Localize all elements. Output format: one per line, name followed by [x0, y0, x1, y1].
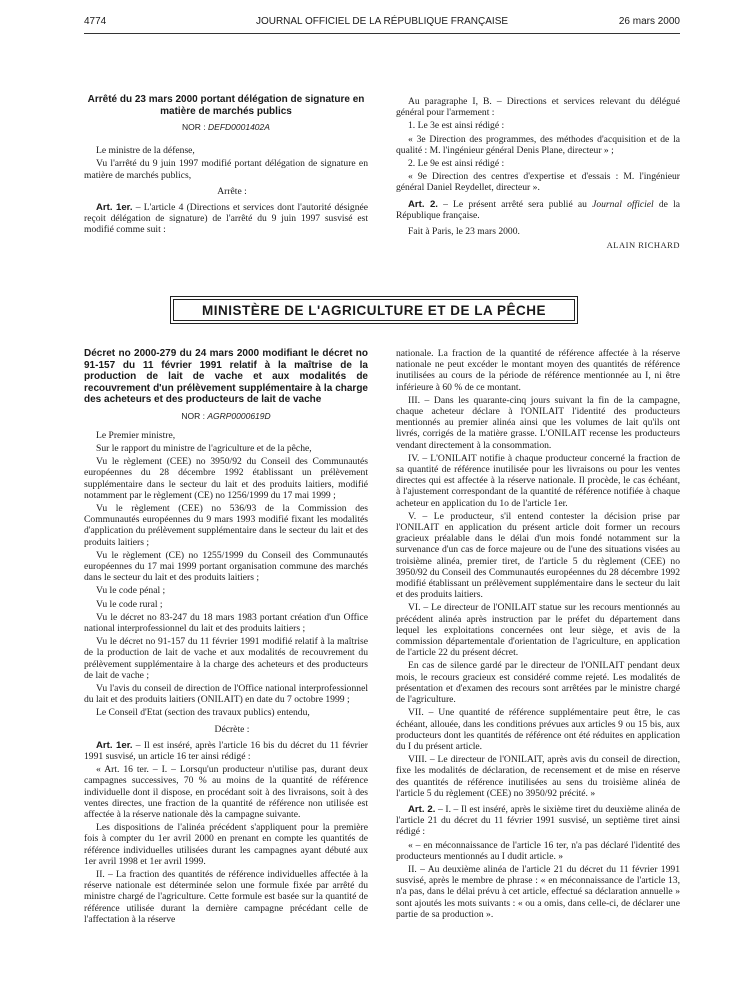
decret-right-paragraph: III. – Dans les quarante-cinq jours suivant la fin de la campagne, chaque acheteur déclare à l'ONILAIT l'identité des producteurs mentionnés au premier alinéa ainsi que les volumes de lait qu'ils ont livrés, corrigés de la matière grasse. L'ONILAIT recense les producteurs vendant directement à la consommation.: [396, 394, 680, 451]
arrete-nor-code: DEFD0001402A: [208, 122, 270, 132]
arrete-article-2: Art. 2. – Le présent arrêté sera publié au Journal officiel de la République française.: [396, 198, 680, 221]
arrete-fait: Fait à Paris, le 23 mars 2000.: [408, 226, 520, 238]
decret-right-column: [396, 348, 680, 922]
decret-nor: NOR : AGRP0000619D: [181, 410, 271, 421]
arrete-item-1: 1. Le 3e est ainsi rédigé :: [408, 120, 505, 132]
decret-left-paragraph: Vu le décret no 91-157 du 11 février 1991 modifié relatif à la maîtrise de la production de lait de vache et aux modalités de recouvrement du prélèvement supplémentaire à la charge des acheteurs et des producteurs de lait de vache ;: [84, 636, 368, 681]
ministry-banner: [170, 296, 578, 324]
decret-left-paragraph: Vu le décret no 83-247 du 18 mars 1983 portant création d'un Office national interprofessionnel du lait et des produits laitiers ;: [84, 611, 368, 634]
decret-decrete-label: Décrète :: [214, 723, 250, 735]
journal-title: JOURNAL OFFICIEL DE LA RÉPUBLIQUE FRANÇAISE: [255, 16, 509, 27]
issue-date: 26 mars 2000: [618, 16, 680, 27]
decret-left-paragraph: Vu le règlement (CEE) no 3950/92 du Conseil des Communautés européennes du 28 décembre 1992 établissant un prélèvement supplémentaire dans le secteur du lait et des produits laitiers, modifié notamment par le règlement (CE) no 1256/1999 du 17 mai 1999 ;: [84, 456, 368, 501]
arrete-item-2: 2. Le 9e est ainsi rédigé :: [408, 158, 505, 170]
decret-right-paragraph: VII. – Une quantité de référence supplémentaire peut être, le cas échéant, allouée, dans les conditions prévues aux articles 9 ou 15 bis, aux producteurs dont les quantités de référence ont été réduites en application du I du présent article.: [396, 707, 680, 752]
decret-left-paragraph: Le Conseil d'Etat (section des travaux publics) entendu,: [96, 707, 310, 719]
page-number: 4774: [84, 16, 107, 27]
decret-left-paragraph: « Art. 16 ter. – I. – Lorsqu'un producteur n'utilise pas, durant deux campagnes successives, 70 % au moins de la quantité de référence individuelle dont il dispose, en procédant soit à des livraisons, soit à des ventes directes, une fraction de la quantité de référence non utilisée est affectée à la réserve nationale dès la campagne suivante.: [84, 764, 368, 820]
decret-left-paragraph: Vu le code rural ;: [96, 598, 163, 610]
arrete-label: Arrête :: [217, 185, 247, 197]
decret-right-paragraph: « – en méconnaissance de l'article 16 ter, n'a pas déclaré l'identité des producteurs mentionnés au I dudit article. »: [396, 839, 680, 862]
decret-right-paragraph: IV. – L'ONILAIT notifie à chaque producteur concerné la fraction de sa quantité de référence inutilisée pour les livraisons ou pour les ventes directes qui est affectée à la réserve nationale. Il procède, le cas échéant, à l'ajustement correspondant de la quantité de référence notifiée à chaque acheteur en application du 1o de l'article 1er.: [396, 452, 680, 509]
arrete-item-2-quote: « 9e Direction des centres d'expertise et d'essais : M. l'ingénieur général Daniel Reydellet, directeur ».: [396, 171, 680, 194]
decret-left-column: [84, 348, 368, 927]
arrete-article-1: Art. 1er. – L'article 4 (Directions et services dont l'autorité désignée reçoit délégation de signature) de l'arrêté du 9 juin 1997 susvisé est modifié comme suit :: [84, 202, 369, 236]
arrete-vu: Vu l'arrêté du 9 juin 1997 modifié portant délégation de signature en matière de marchés publics,: [84, 158, 368, 181]
arrete-signature: ALAIN RICHARD: [606, 240, 680, 251]
arrete-item-1-quote: « 3e Direction des programmes, des méthodes d'acquisition et de la qualité : M. l'ingénieur général Denis Plane, directeur » ;: [396, 133, 680, 156]
decret-left-paragraph: Vu le règlement (CE) no 1255/1999 du Conseil des Communautés européennes du 17 mai 1999 portant organisation commune des marchés dans le secteur du lait et des produits laitiers ;: [84, 549, 368, 584]
decret-title: Décret no 2000-279 du 24 mars 2000 modifiant le décret no 91-157 du 11 février 1991 relatif à la maîtrise de la production de lait de vache et aux modalités de recouvrement d'un prélèvement supplémentaire à la charge des acheteurs et des producteurs de lait de vache: [84, 348, 368, 405]
arrete-minister: Le ministre de la défense,: [96, 145, 195, 157]
arrete-title: Arrêté du 23 mars 2000 portant délégation de signature en matière de marchés publics: [87, 94, 365, 117]
decret-right-paragraph: VI. – Le directeur de l'ONILAIT statue sur les recours mentionnés au précédent alinéa après instruction par le préfet du département dans lequel les exploitations concernées ont leur siège, et avis de la commission départementale d'orientation de l'agriculture, en application de l'article 22 du présent décret.: [396, 602, 680, 659]
arrete-right-column: [396, 96, 680, 251]
arrete-left-column: [84, 94, 368, 238]
decret-nor-code: AGRP0000619D: [207, 410, 271, 421]
decret-left-paragraph: II. – La fraction des quantités de référence individuelles affectée à la réserve nationale est déterminée selon une formule fixée par arrêté du ministre chargé de l'agriculture. Cette formule est basée sur la quantité de référence utilisée durant la dernière campagne précédant celle de l'affectation à la réserve: [84, 869, 368, 925]
decret-left-paragraph: Vu le code pénal ;: [96, 585, 166, 597]
ministry-title: MINISTÈRE DE L'AGRICULTURE ET DE LA PÊCHE: [202, 302, 546, 318]
page-header: [84, 16, 680, 30]
header-rule: [84, 33, 680, 34]
decret-left-paragraph: Vu le règlement (CEE) no 536/93 de la Commission des Communautés européennes du 9 mars 1993 modifié fixant les modalités d'application du prélèvement supplémentaire dans le secteur du lait et des produits laitiers ;: [84, 502, 368, 548]
decret-left-paragraph: Sur le rapport du ministre de l'agriculture et de la pêche,: [96, 442, 312, 454]
arrete-nor: NOR : DEFD0001402A: [182, 122, 270, 132]
decret-left-paragraph: Vu l'avis du conseil de direction de l'Office national interprofessionnel du lait et des produits laitiers (ONILAIT) en date du 7 octobre 1999 ;: [84, 682, 368, 706]
decret-right-paragraph: V. – Le producteur, s'il entend contester la décision prise par l'ONILAIT en application du présent article doit former un recours gracieux préalable dans le délai d'un mois fondé notamment sur la survenance d'un cas de force majeure ou de l'une des situations visées au troisième alinéa, premier tiret, de l'article 5 du règlement (CEE) no 3950/92 du Conseil des Communautés européennes du 28 décembre 1992 modifié établissant un prélèvement supplémentaire dans le secteur du lait et des produits laitiers.: [396, 510, 680, 601]
decret-left-paragraph: Les dispositions de l'alinéa précédent s'appliquent pour la première fois à compter du 1er avril 2000 en prenant en compte les quantités de référence individuelles utilisées durant les campagnes ayant débuté aux 1er avril 1998 et 1er avril 1999.: [84, 822, 368, 867]
decret-article: Art. 1er. – Il est inséré, après l'article 16 bis du décret du 11 février 1991 susvisé, un article 16 ter ainsi rédigé :: [84, 739, 368, 762]
decret-right-paragraph: nationale. La fraction de la quantité de référence affectée à la réserve nationale ne peut excéder le montant moyen des quantités de référence inutilisées au cours de la période de référence mentionnée au I, ni être inférieure à 60 % de ce montant.: [396, 348, 680, 393]
decret-right-paragraph: II. – Au deuxième alinéa de l'article 21 du décret du 11 février 1991 susvisé, après le membre de phrase : « en méconnaissance de l'article 13, n'a pas, dans le délai prévu à cet article, effectué sa déclaration annuelle » sont ajoutés les mots suivants : « ou a omis, dans celle-ci, de déclarer une partie de sa production ».: [396, 863, 680, 920]
decret-left-paragraph: Le Premier ministre,: [96, 429, 176, 441]
decret-article: Art. 2. – I. – Il est inséré, après le sixième tiret du deuxième alinéa de l'article 21 du décret du 11 février 1991 susvisé, un septième tiret ainsi rédigé :: [396, 803, 680, 838]
decret-right-paragraph: VIII. – Le directeur de l'ONILAIT, après avis du conseil de direction, fixe les modalités de déclaration, de recensement et de mise en réserve des quantités de référence inutilisées au sens du troisième alinéa de l'article 5 du règlement (CEE) no 3950/92 précité. »: [396, 754, 680, 799]
decret-right-paragraph: En cas de silence gardé par le directeur de l'ONILAIT pendant deux mois, le recours gracieux est considéré comme rejeté. Les modalités de présentation et d'examen des recours sont arrêtées par le ministre chargé de l'agriculture.: [396, 660, 680, 706]
arrete-para-b: Au paragraphe I, B. – Directions et services relevant du délégué général pour l'armement :: [396, 96, 680, 119]
